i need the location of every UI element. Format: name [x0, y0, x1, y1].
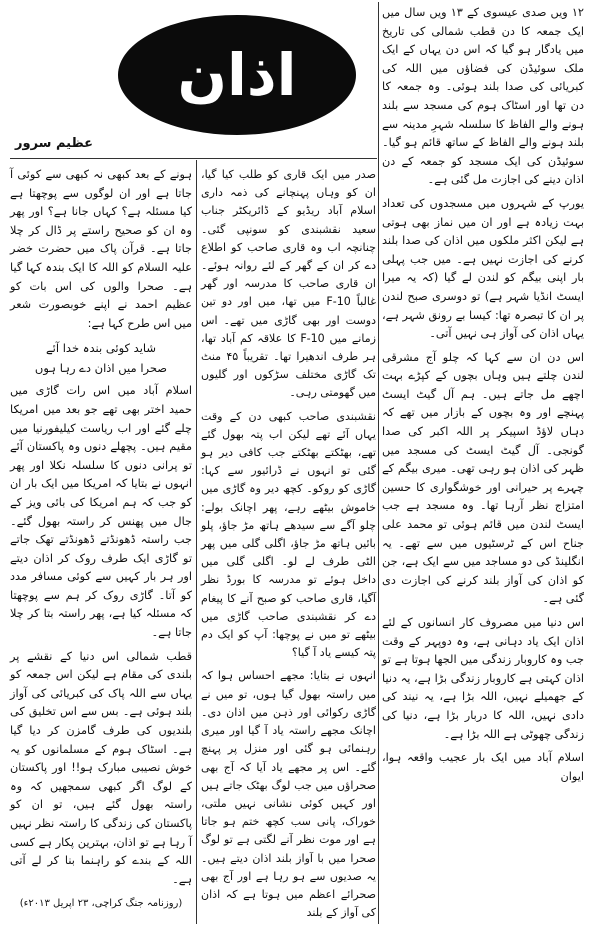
- poem-line: صحرا میں اذان دے رہا ہوں: [34, 361, 168, 376]
- paragraph: نقشبندی صاحب کبھی دن کے وقت یہاں آئے تھے لیکن اب پتہ بھول گئے تھے، بھٹکتے بھٹکتے جب کافی دیر ہو گئی تو انہوں نے ڈرائیور سے کہا: گاڑی کو روکو۔ کچھ دیر وہ گاڑی میں خاموش بیٹھے رہے، پھر اچانک بولے: چلو آگے سے سیدھے ہاتھ مڑ جاؤ، پلو بائیں ہاتھ مڑ جاؤ، اگلی گلی میں پھر الٹی طرف لے لو۔ اگلی گلی میں داخل ہوئے تو مدرسہ کا بورڈ نظر آگیا، قاری صاحب کو صبح آنے کا پیغام دے کر نقشبندی صاحب گاڑی میں بیٹھے تو میں نے پوچھا: آپ کو ایک دم پتہ کیسے یاد آ گیا؟: [201, 409, 376, 660]
- column-divider-left: [196, 160, 197, 924]
- paragraph: یورپ کے شہروں میں مسجدوں کی تعداد بہت زیادہ ہے اور ان میں نماز بھی ہوتی ہے لیکن اکثر ملکوں میں اذان کی صدا بلند کرنے کی اجازت نہیں ہے۔ میں جب پہلی بار اپنی بیگم کو لندن لے گیا (کہ یہ میرا ایسٹ انڈیا شہر ہے) تو دوسری صبح لندن پر ان کا تبصرہ تھا: کیسا بے رونق شہر ہے، یہاں اذان کی آواز ہی نہیں آتی۔: [382, 196, 584, 341]
- source-citation: (روزنامہ جنگ کراچی، ۲۳ اپریل ۲۰۱۳ء): [19, 898, 183, 910]
- paragraph: ہونے کے بعد کبھی نہ کبھی سے کوئی آ جاتا ہے اور ان لوگوں سے پوچھتا ہے کیا مسئلہ ہے؟ کہاں جانا ہے؟ اور پھر وہ ان کو صحیح راستے پر ڈال کر چلا جاتا ہے۔ قرآن پاک میں حضرت خضر علیہ السلام کو اللہ کا ایک بندہ کہا گیا ہے۔ صحرا والوں کی اس بات کو عظیم احمد نے اپنے خوبصورت شعر میں اس طرح کہا ہے:: [10, 168, 192, 330]
- author-underline: [10, 158, 377, 159]
- poem-couplet: [10, 338, 192, 378]
- poem-line: شاید کوئی بندہ خدا آئے: [45, 341, 157, 356]
- column-divider-right: [378, 2, 379, 924]
- paragraph: اسلام آباد میں ایک بار عجیب واقعہ ہوا، ایوان: [382, 751, 584, 783]
- right-column: [382, 4, 584, 922]
- paragraph: قطب شمالی اس دنیا کے نقشے پر بلندی کی مقام ہے لیکن اس جمعہ کو یہاں سے اللہ پاک کی کبریائی کی آواز بلند ہوئی ہے۔ بس سے اس تخلیق کی بلندیوں کی طرف گامزن کر دیا گیا ہے۔ اسٹاک ہوم کے مسلمانوں کو یہ خوش نصیبی مبارک ہو!! اور پاکستان کے لوگ اگر کبھی سمجھیں کہ وہ راستہ بھول گئے ہیں، تو ان کو پاکستان کی زندگی کا راستہ نظر نہیں آ رہا ہے تو اذان، بہترین پکار ہے کسی اللہ کے بندے کو راہنما بنا کر لے آتی ہے۔: [10, 649, 192, 886]
- logo-title: اذان: [177, 41, 297, 109]
- author-name: عظیم سرور: [15, 136, 94, 151]
- paragraph: اسلام آباد میں اس رات گاڑی میں حمید اختر بھی تھے جو بعد میں امریکا چلے گئے اور اب ریاست کیلیفورنیا میں مقیم ہیں۔ پچھلے دنوں وہ پاکستان آئے تو پرانی دنوں کا سلسلہ نکلا اور پھر انہوں نے بتایا کہ امریکا میں ایک بار ان کو جب کہ ہم امریکا کی بائی ویز کے جال میں پھنس کر راستہ بھول گئے۔ جب راستہ ڈھونڈتے ڈھونڈتے تھک جاتے تو گاڑی ایک طرف روک کر اذان دیتے اور ہر بار کہیں سے کوئی مسافر مدد کو آتا۔ گاڑی روک کر ہم سے پوچھتا کہ مسئلہ کیا ہے، پھر راستہ بتا کر چلا جاتا ہے۔: [10, 384, 192, 640]
- left-column: [10, 166, 192, 922]
- paragraph: صدر میں ایک قاری کو طلب کیا گیا، ان کو وہاں پہنچانے کی ذمہ داری اسلام آباد ریڈیو کے ڈائریکٹر جناب سعید نقشبندی کو سونپی گئی۔ چنانچہ اب وہ قاری صاحب کو اطلاع دے کر ان کے گھر کے لئے روانہ ہوئے۔ ان قاری صاحب کا مدرسہ اور گھر غالباً F-10 میں تھا، میں اور دو تین دوست اور بھی گاڑی میں تھے۔ اس زمانے میں F-10 کا علاقہ کم آباد تھا، ہر طرف اندھیرا تھا۔ تقریباً ۴۵ منٹ تک گاڑی مختلف سڑکوں اور گلیوں میں گھومتی رہی۔: [201, 168, 376, 400]
- paragraph: ۱۲ ویں صدی عیسوی کے ۱۳ ویں سال میں ایک جمعہ کا دن قطب شمالی کی تاریخ میں یادگار ہو گیا کہ اس دن یہاں کے ایک ملک سوئیڈن کی فضاؤں میں اللہ کی کبریائی کی صدا بلند ہوئی۔ وہ جمعہ کا دن تھا اور اسٹاک ہوم کی مسجد سے بلند ہونے والے الفاظ کا سلسلہ شہرِ مدینہ سے بلند ہونے والے الفاظ کے ساتھ قائم ہو گیا۔ سوئیڈن کی ایک مسجد کو جمعہ کے دن اذان دینے کی اجازت مل گئی ہے۔: [382, 6, 584, 187]
- middle-column: [201, 166, 376, 922]
- paragraph: اس دنیا میں مصروف کار انسانوں کے لئے اذان ایک یاد دہانی ہے، وہ دوپہر کے وقت جب وہ کاروبار زندگی میں الجھا ہوتا ہے تو اذان کہتی ہے کاروبار زندگی بڑا ہے، یہ دنیا کے جھمیلے نہیں، اللہ بڑا ہے، یہ نیند کی دادی نہیں، اللہ کا دربار بڑا ہے، دنیا کی زندگی چھوٹی ہے اللہ بڑا ہے۔: [382, 616, 584, 741]
- paragraph: انہوں نے بتایا: مجھے احساس ہوا کہ میں راستہ بھول گیا ہوں، تو میں نے گاڑی رکوائی اور ذہن میں اذان دی۔ اچانک مجھے راستہ یاد آ گیا اور میری رہنمائی ہو گئی اور منزل پر پہنچ گئے۔ اس پر مجھے یاد آیا کہ آج بھی صحراؤں میں جب لوگ بھٹک جاتے ہیں اور کہیں کوئی نشانی نہیں ملتی، خوراک، پانی سب کچھ ختم ہو جاتا ہے اور موت نظر آنے لگتی ہے تو لوگ صحرا میں با آواز بلند اذان دیتے ہیں۔ یہ صدیوں سے ہو رہا ہے اور آج بھی صحرائے اعظم میں ہوتا ہے کہ اذان کی آواز کے بلند: [201, 669, 376, 920]
- azaan-logo: [118, 15, 356, 135]
- paragraph: اس دن ان سے کہا کہ چلو آج مشرقی لندن چلتے ہیں وہاں بچوں کے کپڑے بہت اچھے مل جاتے ہیں۔ ہم آل گیٹ ایسٹ پہنچے اور وہ بچوں کے بازار میں تھے کہ دہاں لاؤڈ اسپیکر پر اللہ اکبر کی صدا گونجی۔ آل گیٹ ایسٹ کی مسجد میں ظہر کی اذان ہو رہی تھی۔ میری بیگم کے چہرے پر حیرانی اور خوشگواری کا حسین امتزاج نظر آرہا تھا۔ وہ مسجد ہے جب ایسٹ لندن میں قائم ہوئی تو محمد علی جناح اس کے ٹرسٹیوں میں سے تھے۔ یہ انگلینڈ کی دو مساجد میں سے ایک ہے، جن کو اذان کی آواز بلند کرنے کی اجازت دی گئی ہے۔: [382, 350, 584, 606]
